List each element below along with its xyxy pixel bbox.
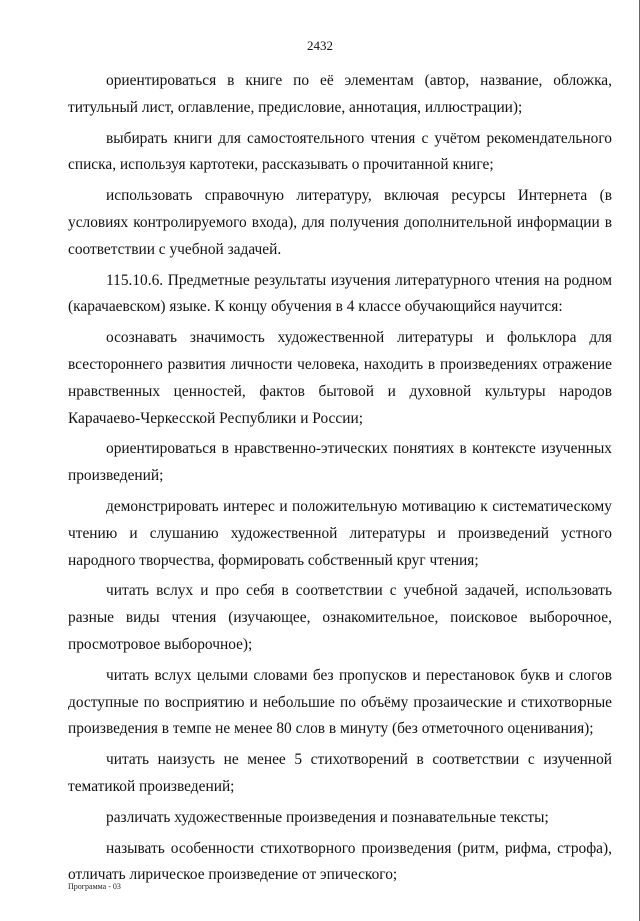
paragraph-section-115-10-6: 115.10.6. Предметные результаты изучения литературного чтения на родном (карачаевском) языке. К концу обучения в 4 классе обучающийся научится: (68, 271, 612, 316)
paragraph-book-orientation: ориентироваться в книге по её элементам (автор, название, обложка, титульный лист, оглавление, предисловие, аннотация, иллюстрации); (68, 72, 612, 116)
page-number: 2432 (307, 38, 333, 53)
paragraph-ethical-concepts: ориентироваться в нравственно-этических понятиях в контексте изученных произведений; (68, 440, 612, 485)
paragraph-choose-books: выбирать книги для самостоятельного чтения с учётом рекомендательного списка, используя картотеки, рассказывать о прочитанной книге; (68, 129, 612, 174)
paragraph-reading-speed: читать вслух целыми словами без пропусков и перестановок букв и слогов доступные по восприятию и небольшие по объёму прозаические и стихотворные произведения в темпе не менее 80 слов в минуту (без отметочного оценивания); (68, 666, 612, 738)
paragraph-reading-motivation: демонстрировать интерес и положительную мотивацию к систематическому чтению и слушанию художественной литературы и произведений устного народного творчества, формировать собственный круг чтения; (68, 497, 612, 569)
document-body (68, 68, 612, 889)
footer-program-label: Программа - 03 (68, 882, 121, 891)
paragraph-distinguish-texts: различать художественные произведения и познавательные тексты; (106, 808, 549, 826)
paragraph-reference-literature: использовать справочную литературу, включая ресурсы Интернета (в условиях контролируемого входа), для получения дополнительной информации в соответствии с учебной задачей. (68, 187, 612, 258)
paragraph-poem-features: называть особенности стихотворного произведения (ритм, рифма, строфа), отличать лирическое произведение от эпического; (68, 839, 612, 884)
paragraph-reading-types: читать вслух и про себя в соответствии с учебной задачей, использовать разные виды чтения (изучающее, ознакомительное, поисковое выборочное, просмотровое выборочное); (68, 582, 612, 653)
paragraph-significance-literature: осознавать значимость художественной литературы и фольклора для всестороннего развития личности человека, находить в произведениях отражение нравственных ценностей, фактов бытовой и духовной культуры народов Карачаево-Черкесской Республики и России; (68, 329, 612, 427)
paragraph-memorize-poems: читать наизусть не менее 5 стихотворений в соответствии с изученной тематикой произведений; (68, 751, 612, 795)
